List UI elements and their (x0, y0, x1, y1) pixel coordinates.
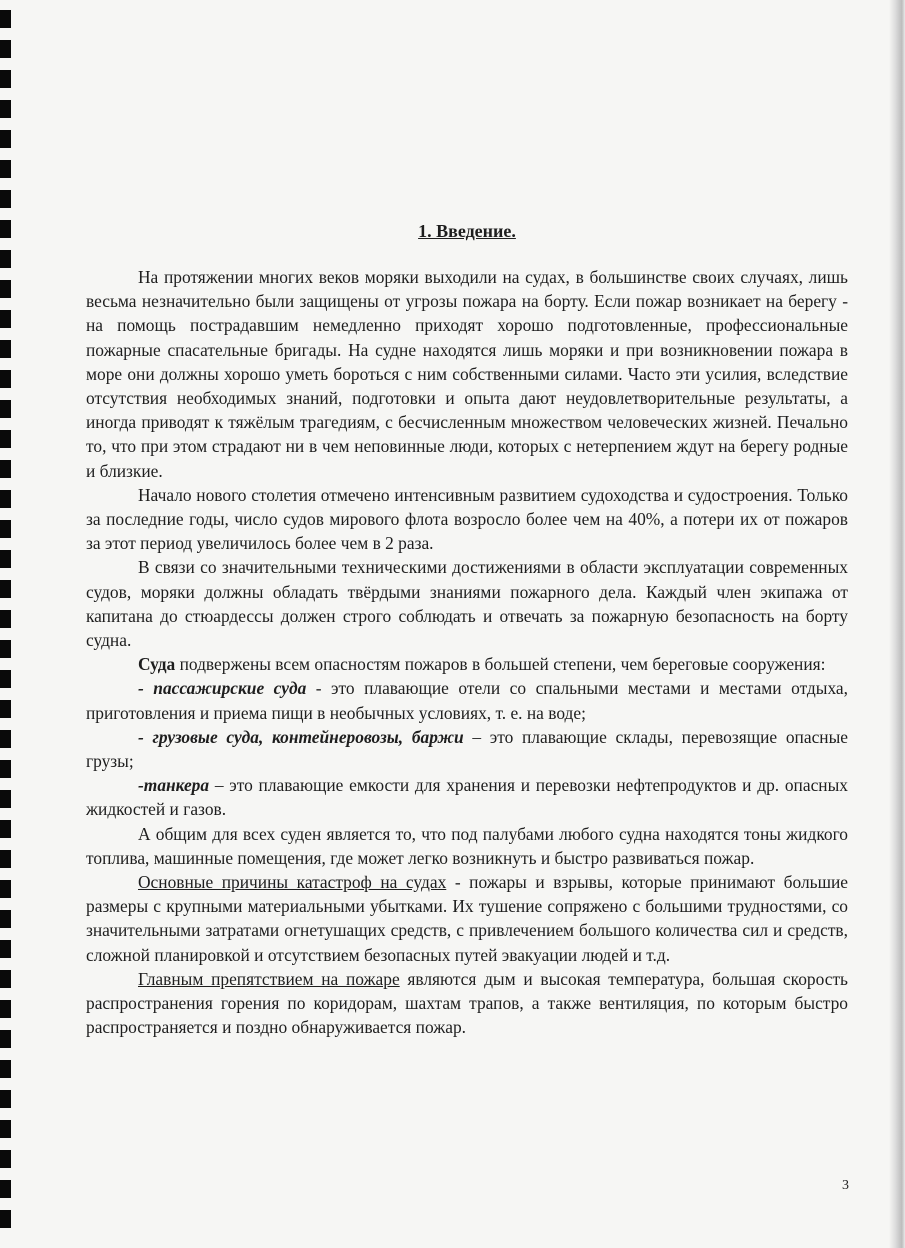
binding-hole (0, 820, 11, 838)
binding-hole (0, 190, 11, 208)
list-item-passenger (86, 676, 848, 724)
paragraph-obstacle (86, 967, 848, 1040)
passenger-text: - это плавающие отели со спальными местами и местами отдыха, приготовления и приема пищи в необычных условиях, т. е. на воде; (86, 678, 849, 723)
binding-hole (0, 730, 11, 748)
obstacle-heading: Главным препятствием на пожаре (138, 968, 400, 989)
binding-hole (0, 610, 11, 628)
binding-hole (0, 1210, 11, 1228)
ships-text: подвержены всем опасностям пожаров в большей степени, чем береговые сооружения: (175, 654, 826, 675)
tanker-text: – это плавающие емкости для хранения и перевозки нефтепродуктов и др. опасных жидкостей и газов. (86, 775, 848, 820)
binding-hole (0, 220, 11, 238)
binding-hole (0, 1150, 11, 1168)
binding-hole (0, 940, 11, 958)
list-item-cargo (86, 725, 848, 773)
binding-hole (0, 400, 11, 418)
binding-hole (0, 910, 11, 928)
paragraph-intro: На протяжении многих веков моряки выходили на судах, в большинстве своих случаях, лишь весьма незначительно были защищены от угрозы пожара на борту. Если пожар возникает на берегу - на помощь пострадавшим немедленно приходят хорошо подготовленные, профессиональные пожарные спасательные бригады. На судне находятся лишь моряки и при возникновении пожара в море они должны хорошо уметь бороться с ним собственными силами. Часто эти усилия, вследствие отсутствия необходимых знаний, подготовки и опыта дают неудовлетворительные результаты, а иногда приводят к тяжёлым трагедиям, с бесчисленным множеством человеческих жизней. Печально то, что при этом страдают ни в чем неповинные люди, которых с нетерпением ждут на берегу родные и близкие. (86, 267, 848, 481)
binding-hole (0, 640, 11, 658)
cargo-text: – это плавающие склады, перевозящие опасные грузы; (86, 726, 848, 772)
binding-hole (0, 1180, 11, 1198)
binding-hole (0, 70, 11, 88)
binding-hole (0, 430, 11, 448)
binding-hole (0, 970, 11, 988)
paragraph-ships (86, 652, 848, 676)
binding-hole (0, 160, 11, 178)
binding-hole (0, 1090, 11, 1108)
paragraph-knowledge: В связи со значительными техническими достижениями в области эксплуатации современных судов, моряки должны обладать твёрдыми знаниями пожарного дела. Каждый член экипажа от капитана до стюардессы должен строго соблюдать и отвечать за пожарную безопасность на борту судна. (86, 557, 848, 651)
binding-hole (0, 670, 11, 688)
binding-hole (0, 1120, 11, 1138)
binding-hole (0, 340, 11, 358)
binding-holes (0, 0, 14, 1248)
causes-text: - пожары и взрывы, которые принимают большие размеры с крупными материальными убытками. Их тушение сопряжено с большими трудностями, со значительными затратами огнетушащих средств, с привлечением большого количества сил и средств, сложной планировкой и отсутствием безопасных путей эвакуации людей и т.д. (86, 872, 848, 965)
binding-hole (0, 280, 11, 298)
binding-hole (0, 100, 11, 118)
list-item-tanker (86, 773, 848, 821)
binding-hole (0, 760, 11, 778)
binding-hole (0, 40, 11, 58)
binding-hole (0, 550, 11, 568)
document-body (86, 218, 848, 1040)
binding-hole (0, 790, 11, 808)
section-title: 1. Введение. (418, 221, 516, 241)
binding-hole (0, 700, 11, 718)
binding-hole (0, 1060, 11, 1078)
paragraph-causes (86, 870, 848, 967)
binding-hole (0, 370, 11, 388)
binding-hole (0, 10, 11, 28)
binding-hole (0, 850, 11, 868)
paragraph-century: Начало нового столетия отмечено интенсивным развитием судоходства и судостроения. Только за последние годы, число судов мирового флота возросло более чем на 40%, а потери их от пожаров за этот период увеличилось более чем в 2 раза. (86, 484, 848, 554)
binding-hole (0, 250, 11, 268)
binding-hole (0, 130, 11, 148)
cargo-term: - грузовые суда, контейнеровозы, баржи (138, 726, 464, 747)
binding-hole (0, 1030, 11, 1048)
binding-hole (0, 580, 11, 598)
page-number: 3 (842, 1178, 849, 1193)
ships-term: Суда (138, 654, 176, 675)
page-edge-shadow (889, 0, 905, 1248)
binding-hole (0, 310, 11, 328)
binding-hole (0, 520, 11, 538)
paragraph-common: А общим для всех суден является то, что под палубами любого судна находятся тоны жидкого топлива, машинные помещения, где может легко возникнуть и быстро развиваться пожар. (86, 823, 848, 868)
binding-hole (0, 880, 11, 898)
causes-heading: Основные причины катастроф на судах (138, 872, 447, 893)
passenger-term: - пассажирские суда (138, 678, 307, 699)
binding-hole (0, 1000, 11, 1018)
binding-hole (0, 490, 11, 508)
binding-hole (0, 460, 11, 478)
tanker-term: -танкера (138, 775, 210, 796)
obstacle-text: являются дым и высокая температура, большая скорость распространения горения по коридорам, шахтам трапов, а также вентиляция, по которым быстро распространяется и поздно обнаруживается пожар. (86, 968, 848, 1038)
